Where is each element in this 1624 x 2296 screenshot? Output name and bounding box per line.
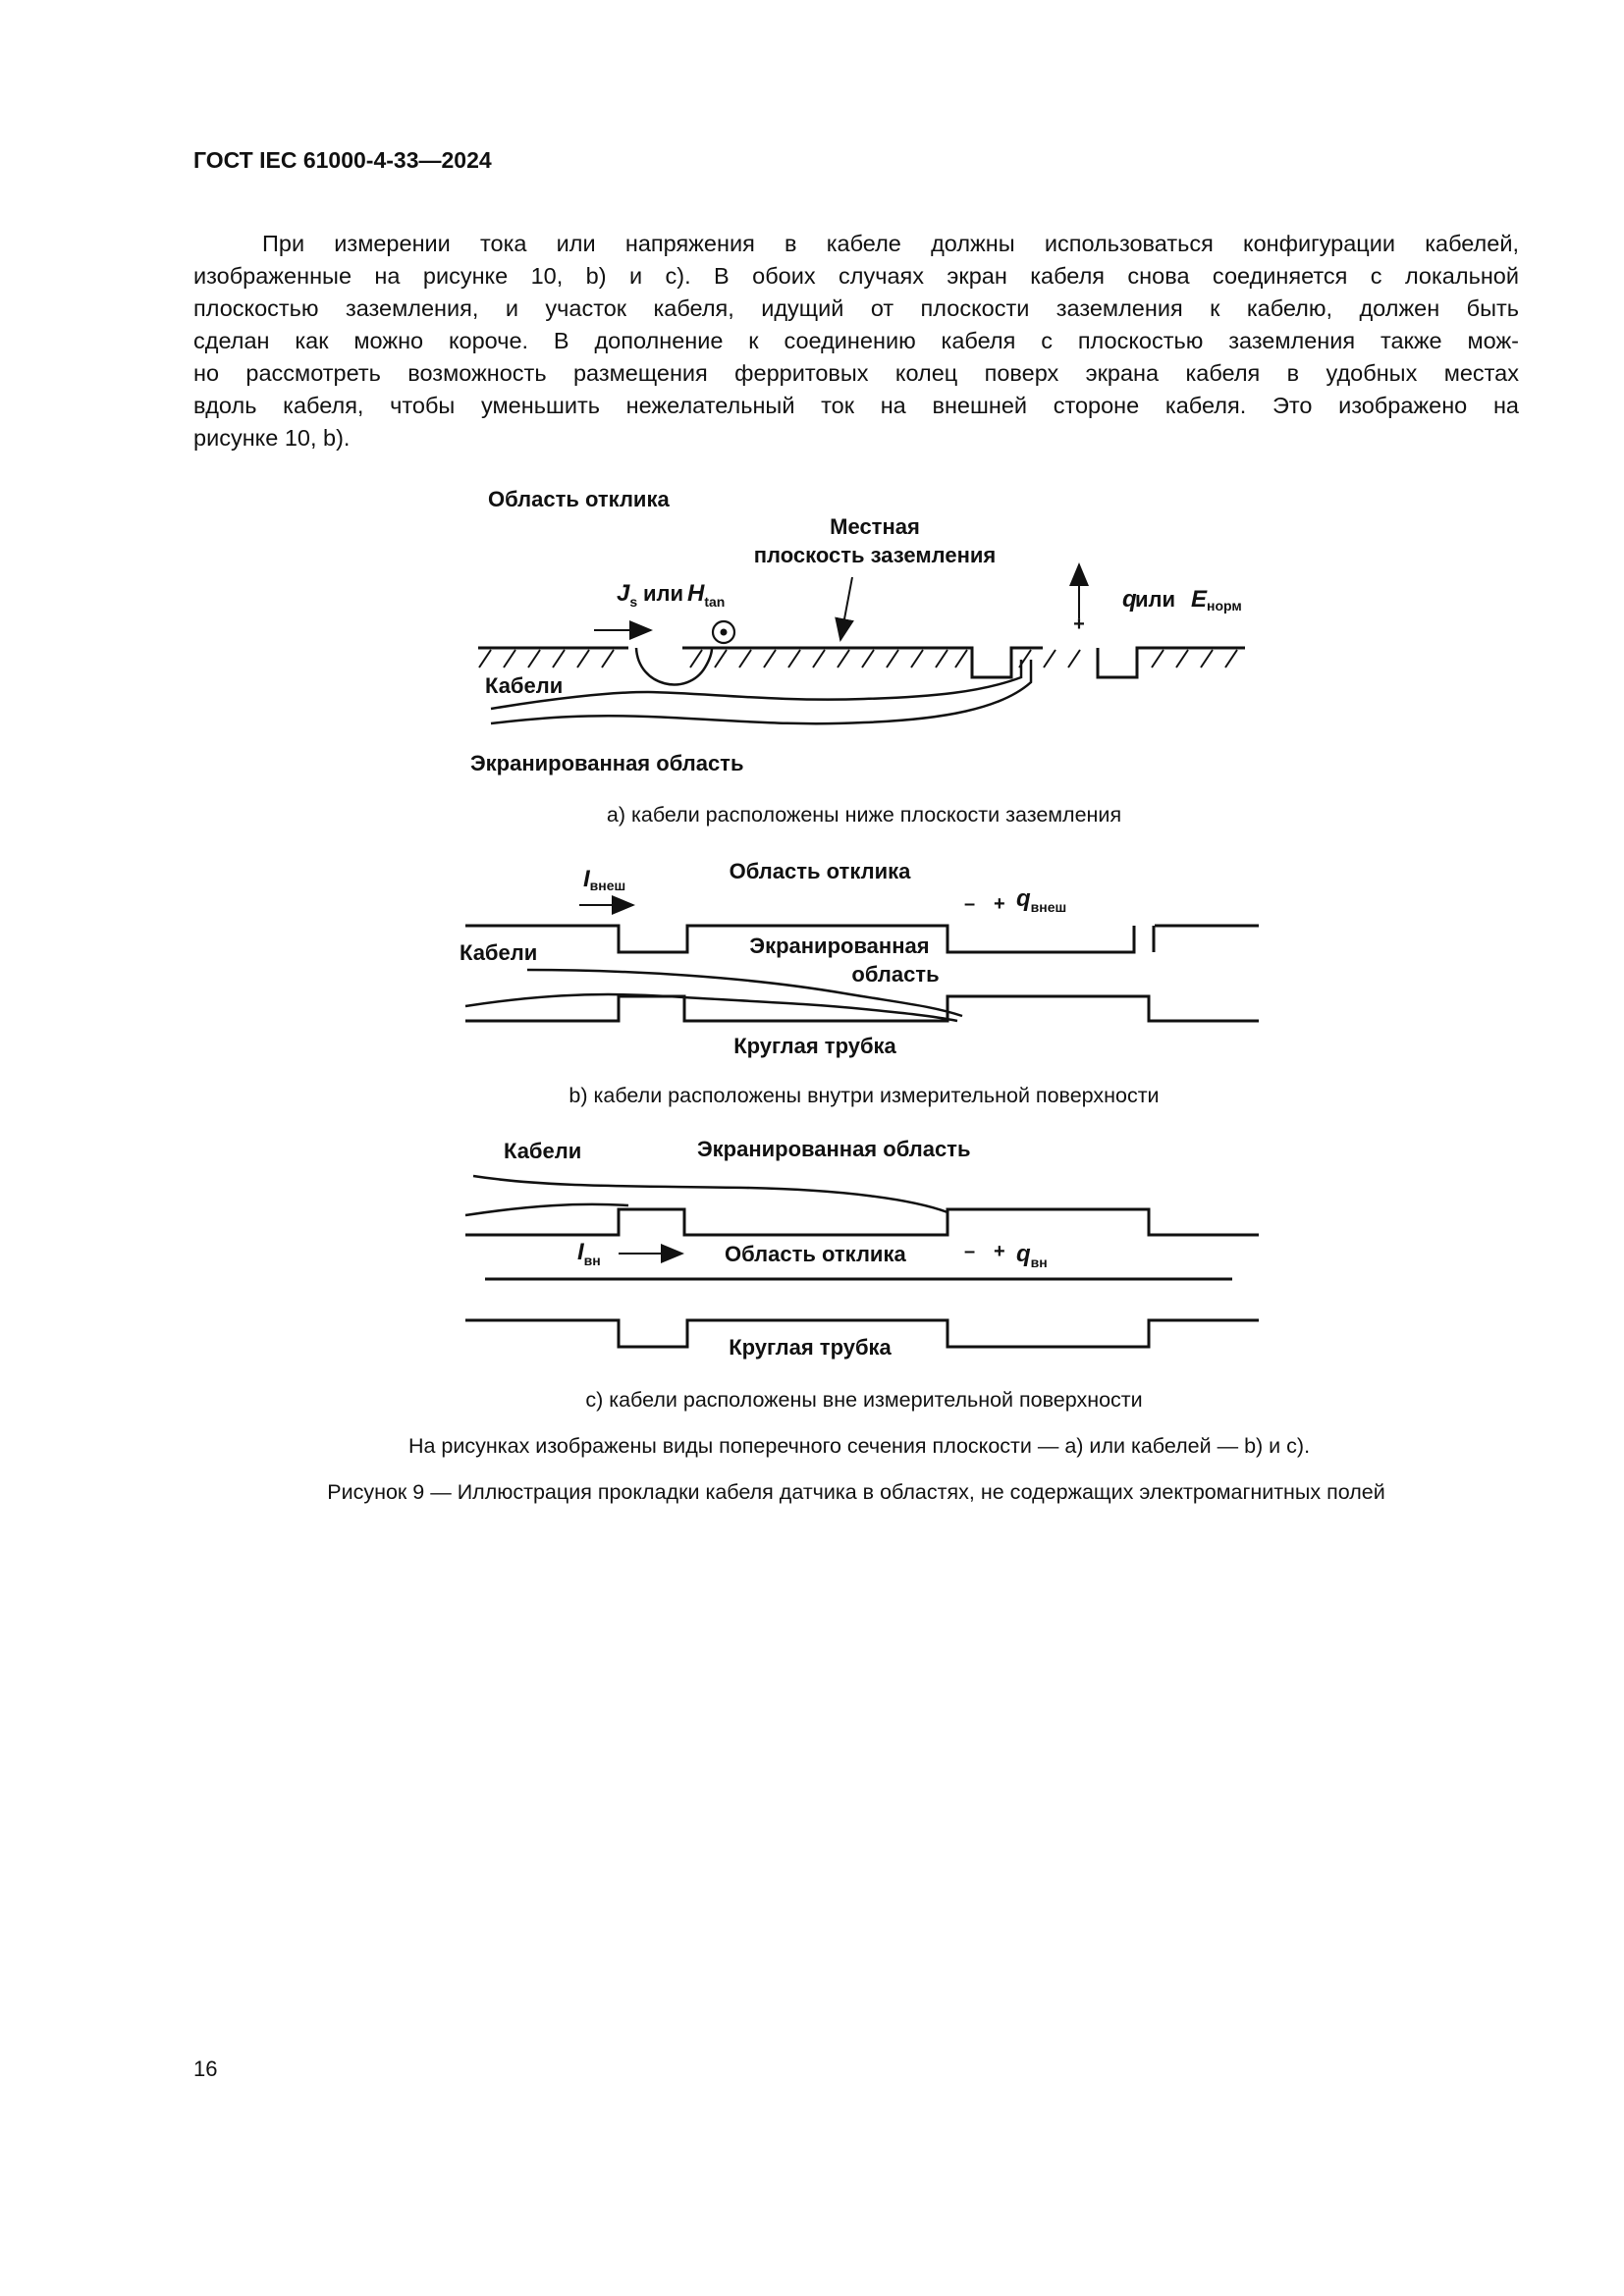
- fig-b-shielded-label-2: область: [851, 962, 940, 987]
- fig-a-or-1: или: [643, 581, 684, 606]
- fig-a-cable-2: [491, 660, 1031, 723]
- document-header: ГОСТ IEC 61000-4-33—2024: [193, 147, 492, 173]
- fig-c-tube-upper-wall: [465, 1209, 1259, 1235]
- fig-c-cables-label: Кабели: [504, 1139, 582, 1163]
- figure-caption: Рисунок 9 — Иллюстрация прокладки кабеля датчика в областях, не содержащих электромагнитных полей: [327, 1480, 1385, 1504]
- fig-a-q-symbol: q: [1122, 586, 1137, 613]
- paragraph-line: изображенные на рисунке 10, b) и c). В обоих случаях экран кабеля снова соединяется с локальной: [193, 263, 1519, 289]
- fig-a-plus: +: [1073, 614, 1085, 635]
- paragraph-line: вдоль кабеля, чтобы уменьшить нежелательный ток на внешней стороне кабеля. Это изображено на: [193, 393, 1519, 418]
- fig-b-minus: –: [964, 893, 976, 915]
- fig-b-cable-2: [465, 994, 957, 1021]
- figure-a: [470, 487, 1245, 775]
- paragraph-line: но рассмотреть возможность размещения ферритовых колец поверх экрана кабеля в удобных местах: [193, 360, 1519, 386]
- fig-c-plus: +: [994, 1241, 1005, 1262]
- fig-b-caption: b) кабели расположены внутри измерительной поверхности: [568, 1084, 1160, 1107]
- fig-a-ground-hatching: [479, 650, 1237, 667]
- fig-c-response-area-label: Область отклика: [725, 1242, 906, 1266]
- fig-b-shielded-label-1: Экранированная: [749, 934, 930, 958]
- fig-c-tube-label: Круглая трубка: [729, 1335, 892, 1360]
- figure-b: [460, 859, 1259, 1058]
- fig-c-gap-mask: [987, 1313, 995, 1327]
- paragraph-line: сделан как можно короче. В дополнение к соединению кабеля с плоскостью заземления также мож-: [193, 328, 1519, 353]
- fig-c-iin-symbol: $I_{вн}$: [577, 1239, 601, 1268]
- fig-a-ground-plane-label-1: Местная: [830, 514, 920, 539]
- fig-a-field-dot-icon: [721, 629, 728, 636]
- fig-c-shielded-label: Экранированная область: [697, 1137, 971, 1161]
- fig-b-response-area-label: Область отклика: [729, 859, 911, 883]
- fig-a-enorm-symbol: Eнорм: [1191, 586, 1242, 614]
- fig-b-cables-label: Кабели: [460, 940, 538, 965]
- paragraph-line: плоскостью заземления, и участок кабеля, идущий от плоскости заземления к кабелю, должен быть: [193, 295, 1519, 321]
- fig-a-cable-1: [491, 660, 1021, 709]
- fig-b-tube-label: Круглая трубка: [733, 1034, 896, 1058]
- fig-b-qext-symbol: $q_{внеш}$: [1016, 885, 1067, 915]
- figure-c: [465, 1137, 1259, 1360]
- fig-a-htan-symbol: $H_{tan}$: [687, 580, 726, 610]
- paragraph-line: рисунке 10, b).: [193, 425, 351, 451]
- fig-c-qin-symbol: $q_{вн}$: [1016, 1241, 1048, 1270]
- figure-note: На рисунках изображены виды поперечного сечения плоскости — а) или кабелей — b) и c).: [407, 1434, 1311, 1458]
- fig-b-gap-mask: [1119, 918, 1155, 932]
- fig-a-ground-plane-pointer: [840, 577, 852, 640]
- paragraph-line: При измерении тока или напряжения в кабеле должны использоваться конфигурации кабелей,: [262, 231, 1519, 256]
- fig-a-shielded-label: Экранированная область: [470, 751, 744, 775]
- fig-a-ground-plane-label-2: плоскость заземления: [753, 543, 997, 567]
- fig-c-caption: c) кабели расположены вне измерительной поверхности: [585, 1388, 1143, 1412]
- fig-a-caption: а) кабели расположены ниже плоскости заземления: [606, 803, 1122, 827]
- fig-b-plus: +: [994, 893, 1005, 915]
- fig-a-response-area-label: Область отклика: [488, 487, 670, 511]
- fig-b-iext-symbol: Iвнеш: [583, 866, 626, 893]
- fig-a-or-2: или: [1135, 587, 1176, 612]
- fig-a-js-symbol: $J_s$: [617, 580, 638, 610]
- fig-a-ground-plane: [478, 648, 1245, 677]
- page-number: 16: [193, 2056, 218, 2081]
- fig-a-cables-label: Кабели: [485, 673, 564, 698]
- fig-c-minus: –: [964, 1241, 976, 1262]
- fig-c-cable-2: [465, 1204, 628, 1215]
